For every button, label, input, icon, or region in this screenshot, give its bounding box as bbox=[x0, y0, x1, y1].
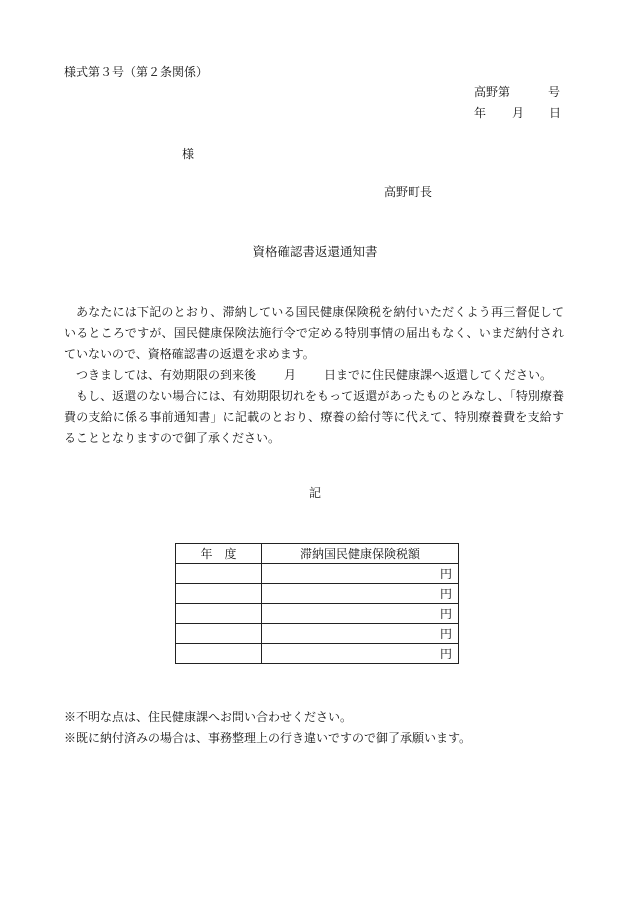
notes bbox=[64, 711, 471, 753]
reference-number-prefix: 高野第 bbox=[474, 85, 511, 99]
date-day: 日 bbox=[549, 106, 562, 120]
reference-number-suffix: 号 bbox=[548, 85, 561, 99]
paragraph-1: あなたには下記のとおり、滞納している国民健康保険税を納付いただくよう再三督促しているところですが、国民健康保険法施行令で定める特別事情の届出もなく、いまだ納付されていないので、資格確認書の返還を求めます。 bbox=[64, 305, 564, 361]
date-year: 年 bbox=[474, 106, 487, 120]
paragraph-2-part-1: つきましては、有効期限の到来後 bbox=[76, 368, 257, 382]
table-row bbox=[176, 604, 459, 624]
reference-block bbox=[474, 86, 561, 128]
table-row bbox=[176, 624, 459, 644]
table-row bbox=[176, 644, 459, 664]
paragraph-2-part-2: 日までに住民健康課へ返還してください。 bbox=[324, 368, 553, 382]
amount-cell: 円 bbox=[262, 564, 459, 584]
table-row bbox=[176, 564, 459, 584]
table-header-row bbox=[176, 544, 459, 564]
paragraph-2-month: 月 bbox=[284, 368, 297, 382]
year-cell bbox=[176, 604, 262, 624]
form-number: 様式第３号（第２条関係） bbox=[64, 65, 209, 79]
amount-cell: 円 bbox=[262, 604, 459, 624]
table-row bbox=[176, 584, 459, 604]
date-month: 月 bbox=[512, 106, 525, 120]
note-inquiry: ※不明な点は、住民健康課へお問い合わせください。 bbox=[64, 710, 353, 724]
year-cell bbox=[176, 644, 262, 664]
paragraph-2 bbox=[64, 365, 564, 386]
amount-cell: 円 bbox=[262, 624, 459, 644]
reference-date-row bbox=[474, 107, 561, 128]
year-cell bbox=[176, 624, 262, 644]
body-text bbox=[64, 302, 564, 449]
note-already-paid: ※既に納付済みの場合は、事務整理上の行き違いですので御了承願います。 bbox=[64, 731, 472, 745]
reference-number-row bbox=[474, 86, 561, 107]
amount-cell: 円 bbox=[262, 644, 459, 664]
header-arrears-amount: 滞納国民健康保険税額 bbox=[262, 544, 459, 564]
addressee: 様 bbox=[182, 147, 195, 161]
year-cell bbox=[176, 584, 262, 604]
paragraph-3: もし、返還のない場合には、有効期限切れをもって返還があったものとみなし、「特別療養費の支給に係る事前通知書」に記載のとおり、療養の給付等に代えて、特別療養費を支給することとなりますので御了承ください。 bbox=[64, 389, 564, 445]
page-title: 資格確認書返還通知書 bbox=[252, 244, 378, 259]
header-fiscal-year: 年 度 bbox=[176, 544, 262, 564]
arrears-table bbox=[175, 543, 459, 664]
amount-cell: 円 bbox=[262, 584, 459, 604]
year-cell bbox=[176, 564, 262, 584]
issuer: 高野町長 bbox=[384, 185, 433, 199]
ki-label: 記 bbox=[308, 486, 321, 500]
